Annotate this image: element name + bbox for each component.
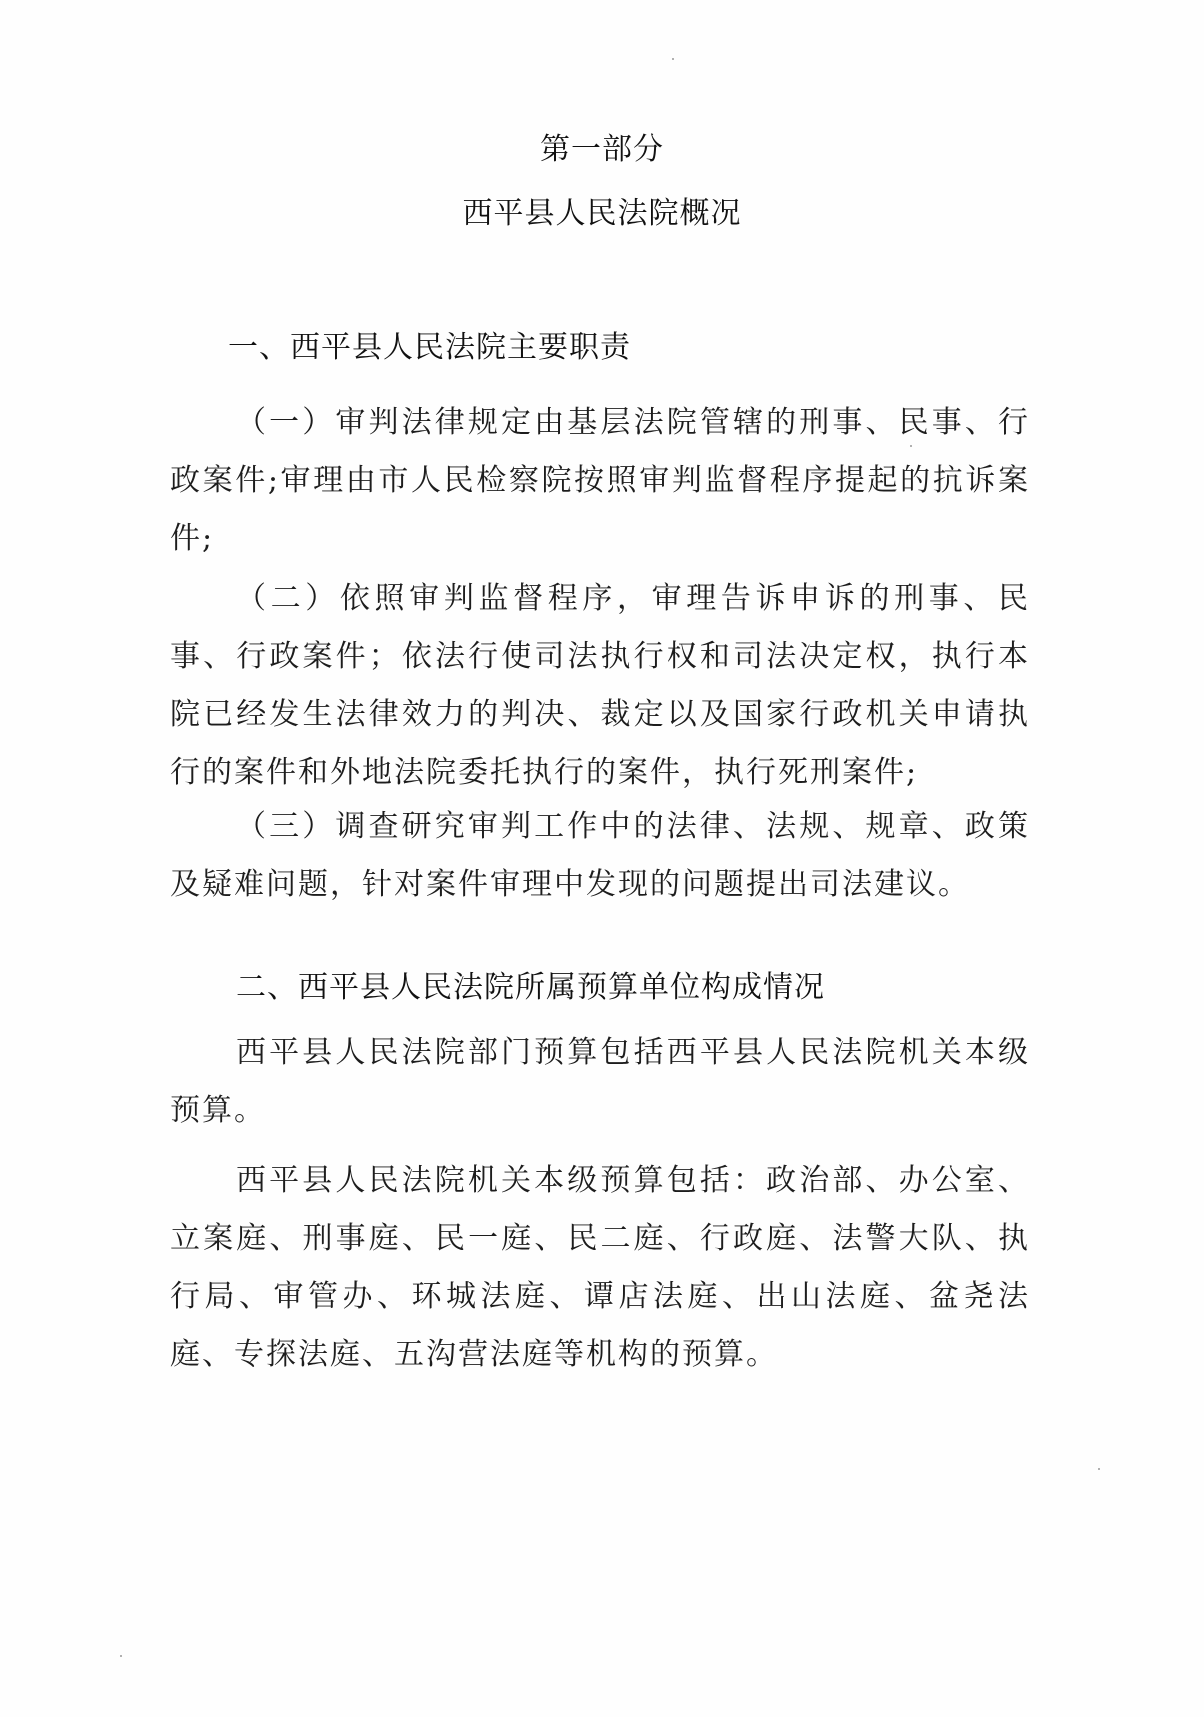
scan-speck [1098, 1468, 1100, 1470]
part-title: 第一部分 [540, 132, 664, 167]
scan-speck [120, 1655, 122, 1657]
section-heading-budget-units: 二、西平县人民法院所属预算单位构成情况 [236, 970, 825, 1005]
budget-paragraph-2: 西平县人民法院机关本级预算包括：政治部、办公室、立案庭、刑事庭、民一庭、民二庭、行政庭、法警大队、执行局、审管办、环城法庭、谭店法庭、出山法庭、盆尧法庭、专探法庭、五沟营法庭等机构的预算。 [170, 1163, 1030, 1372]
duty-paragraph-2: （二）依照审判监督程序，审理告诉申诉的刑事、民事、行政案件；依法行使司法执行权和司法决定权，执行本院已经发生法律效力的判决、裁定以及国家行政机关申请执行的案件和外地法院委托执行的案件，执行死刑案件; [170, 581, 1030, 790]
scan-speck [672, 58, 674, 60]
duty-paragraph-1: （一）审判法律规定由基层法院管辖的刑事、民事、行政案件;审理由市人民检察院按照审判监督程序提起的抗诉案件; [170, 405, 1030, 556]
document-title: 西平县人民法院概况 [462, 196, 742, 231]
scan-speck [910, 445, 912, 447]
duty-paragraph-3: （三）调查研究审判工作中的法律、法规、规章、政策及疑难问题，针对案件审理中发现的问题提出司法建议。 [170, 809, 1030, 902]
budget-paragraph-1: 西平县人民法院部门预算包括西平县人民法院机关本级预算。 [170, 1035, 1030, 1128]
section-heading-duties: 一、西平县人民法院主要职责 [228, 330, 631, 365]
